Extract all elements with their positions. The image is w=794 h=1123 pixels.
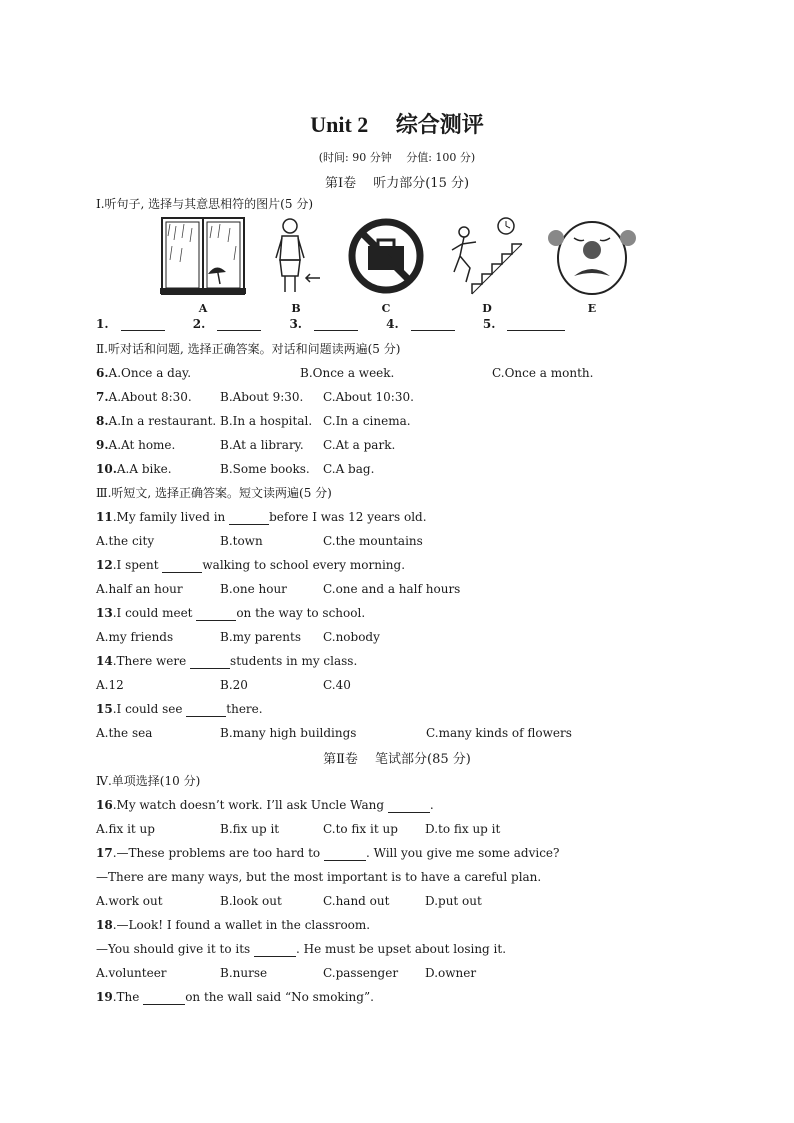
question-stem: 15.I could see there. — [96, 702, 263, 716]
option-d[interactable]: D.to fix up it — [425, 822, 501, 836]
picture-label-b: B — [291, 302, 301, 315]
option-text: A.About 8:30. — [108, 390, 192, 404]
stem-text: I could meet — [116, 606, 197, 620]
question-stem: 17.—These problems are too hard to . Will you give me some advice? — [96, 846, 560, 860]
question-number: 18 — [96, 918, 113, 932]
stem-text: walking to school every morning. — [202, 558, 406, 572]
option-b[interactable]: B.fix up it — [220, 822, 280, 836]
question-number: 11 — [96, 510, 113, 524]
stem-text: I spent — [116, 558, 163, 572]
question-number: 10. — [96, 462, 117, 476]
option-c[interactable]: C.A bag. — [323, 462, 375, 476]
stem-text: —These problems are too hard to — [116, 846, 324, 860]
section-ii-title: Ⅱ.听对话和问题, 选择正确答案。对话和问题读两遍(5 分) — [96, 342, 401, 356]
stem-text: on the way to school. — [236, 606, 366, 620]
option-c[interactable]: C.Once a month. — [492, 366, 594, 380]
option-c[interactable]: C.nobody — [323, 630, 380, 644]
option-c[interactable]: C.About 10:30. — [323, 390, 414, 404]
option-text: A.In a restaurant. — [108, 414, 217, 428]
stem-text: —Look! I found a wallet in the classroom. — [116, 918, 371, 932]
option-b[interactable]: B.town — [220, 534, 263, 548]
stem-text: . He must be upset about losing it. — [296, 942, 507, 956]
option-b[interactable]: B.my parents — [220, 630, 301, 644]
question-number: 13 — [96, 606, 113, 620]
option-a[interactable]: A.my friends — [96, 630, 174, 644]
question-number: 15 — [96, 702, 113, 716]
option-b[interactable]: B.20 — [220, 678, 248, 692]
picture-label-d: D — [482, 302, 492, 315]
option-c[interactable]: C.many kinds of flowers — [426, 726, 572, 740]
option-a[interactable] — [96, 389, 192, 405]
picture-row — [150, 216, 650, 316]
answer-blank[interactable] — [143, 992, 185, 1005]
answer-slots — [96, 317, 589, 331]
option-b[interactable]: B.In a hospital. — [220, 414, 313, 428]
question-stem: 19.The on the wall said “No smoking”. — [96, 990, 374, 1004]
answer-blank[interactable] — [388, 800, 430, 813]
option-text: A.At home. — [108, 438, 176, 452]
picture-label-a: A — [198, 302, 208, 315]
answer-slot-number: 1. — [96, 317, 109, 331]
option-c[interactable]: C.In a cinema. — [323, 414, 411, 428]
page-subtitle: (时间: 90 分钟 分值: 100 分) — [318, 151, 476, 164]
answer-slot-3[interactable] — [289, 317, 370, 331]
option-a[interactable] — [96, 413, 216, 429]
question-number: 14 — [96, 654, 113, 668]
answer-blank[interactable] — [186, 704, 226, 717]
option-a[interactable]: A.half an hour — [96, 582, 183, 596]
question-number: 9. — [96, 438, 109, 452]
question-stem: 11.My family lived in before I was 12 years old. — [96, 510, 427, 524]
question-number: 8. — [96, 414, 109, 428]
question-number: 19 — [96, 990, 113, 1004]
page-title: Unit 2 综合测评 — [310, 112, 484, 137]
option-text: A.A bike. — [116, 462, 172, 476]
option-b[interactable]: B.look out — [220, 894, 282, 908]
picture-label-e: E — [587, 302, 597, 315]
stem-text: The — [116, 990, 144, 1004]
option-a[interactable]: A.work out — [96, 894, 163, 908]
option-d[interactable]: D.owner — [425, 966, 477, 980]
dialogue-line — [96, 941, 506, 957]
person-picture — [268, 216, 324, 296]
stem-text: . Will you give me some advice? — [365, 846, 560, 860]
answer-slot-number: 2. — [192, 317, 206, 331]
option-a[interactable] — [96, 461, 172, 477]
option-d[interactable]: D.put out — [425, 894, 482, 908]
stem-text: There were — [116, 654, 191, 668]
question-stem: 13.I could meet on the way to school. — [96, 606, 366, 620]
dialogue-line: —There are many ways, but the most important is to have a careful plan. — [96, 870, 542, 884]
question-number: 17 — [96, 846, 113, 860]
option-a[interactable]: A.12 — [96, 678, 124, 692]
option-a[interactable] — [96, 437, 175, 453]
sad-face-picture — [546, 216, 636, 296]
stem-text: I could see — [116, 702, 187, 716]
question-number: 16 — [96, 798, 113, 812]
answer-slot-number: 4. — [386, 317, 399, 331]
answer-blank[interactable] — [254, 944, 296, 957]
no-bag-sign-picture — [348, 216, 424, 296]
option-a[interactable]: A.volunteer — [96, 966, 167, 980]
option-c[interactable]: C.At a park. — [323, 438, 396, 452]
section-iii-title: Ⅲ.听短文, 选择正确答案。短文读两遍(5 分) — [96, 486, 332, 500]
answer-blank[interactable] — [229, 512, 269, 525]
stem-text: —You should give it to its — [96, 942, 255, 956]
question-number: 12 — [96, 558, 113, 572]
option-b[interactable]: B.Once a week. — [300, 366, 395, 380]
stem-text: My family lived in — [116, 510, 230, 524]
answer-slot-4[interactable] — [386, 317, 467, 331]
stem-text: before I was 12 years old. — [269, 510, 427, 524]
option-c[interactable]: C.40 — [323, 678, 351, 692]
stem-text: My watch doesn’t work. I’ll ask Uncle Wang — [116, 798, 388, 812]
option-b[interactable]: B.At a library. — [220, 438, 304, 452]
answer-slot-number: 5. — [482, 317, 496, 331]
option-c[interactable]: C.the mountains — [323, 534, 423, 548]
option-text: A.Once a day. — [108, 366, 192, 380]
option-b[interactable]: B.many high buildings — [220, 726, 357, 740]
part2-heading: 第Ⅱ卷 笔试部分(85 分) — [323, 752, 471, 767]
answer-slot-number: 3. — [289, 317, 302, 331]
stem-text: there. — [226, 702, 263, 716]
question-stem: 14.There were students in my class. — [96, 654, 358, 668]
option-c[interactable]: C.one and a half hours — [323, 582, 461, 596]
option-b[interactable]: B.Some books. — [220, 462, 310, 476]
question-stem: 16.My watch doesn’t work. I’ll ask Uncle Wang . — [96, 798, 434, 812]
question-stem: 12.I spent walking to school every morning. — [96, 558, 406, 572]
option-c[interactable]: C.passenger — [323, 966, 399, 980]
answer-slot-1[interactable] — [96, 317, 177, 331]
option-c[interactable]: C.to fix it up — [323, 822, 398, 836]
option-a[interactable]: A.fix it up — [96, 822, 155, 836]
answer-blank[interactable] — [190, 656, 230, 669]
answer-slot-2[interactable] — [193, 317, 274, 331]
window-umbrella-picture — [160, 216, 246, 296]
option-b[interactable]: B.nurse — [220, 966, 268, 980]
answer-slot-5[interactable] — [483, 317, 578, 331]
stem-text: . — [429, 798, 434, 812]
option-b[interactable]: B.one hour — [220, 582, 287, 596]
question-number: 7. — [96, 390, 109, 404]
section-i-title: Ⅰ.听句子, 选择与其意思相符的图片(5 分) — [96, 197, 313, 211]
option-c[interactable]: C.hand out — [323, 894, 390, 908]
part1-heading: 第Ⅰ卷 听力部分(15 分) — [324, 176, 470, 191]
picture-label-c: C — [381, 302, 391, 315]
option-a[interactable]: A.the city — [96, 534, 155, 548]
option-a[interactable]: A.the sea — [96, 726, 153, 740]
stem-text: students in my class. — [230, 654, 358, 668]
stairs-clock-picture — [444, 216, 530, 296]
question-number: 6. — [96, 366, 109, 380]
answer-blank[interactable] — [324, 848, 366, 861]
option-b[interactable]: B.About 9:30. — [220, 390, 304, 404]
answer-blank[interactable] — [162, 560, 202, 573]
section-iv-title: Ⅳ.单项选择(10 分) — [96, 774, 201, 788]
option-a[interactable] — [96, 365, 191, 381]
question-stem: 18.—Look! I found a wallet in the classroom. — [96, 918, 371, 932]
stem-text: on the wall said “No smoking”. — [185, 990, 374, 1004]
answer-blank[interactable] — [196, 608, 236, 621]
